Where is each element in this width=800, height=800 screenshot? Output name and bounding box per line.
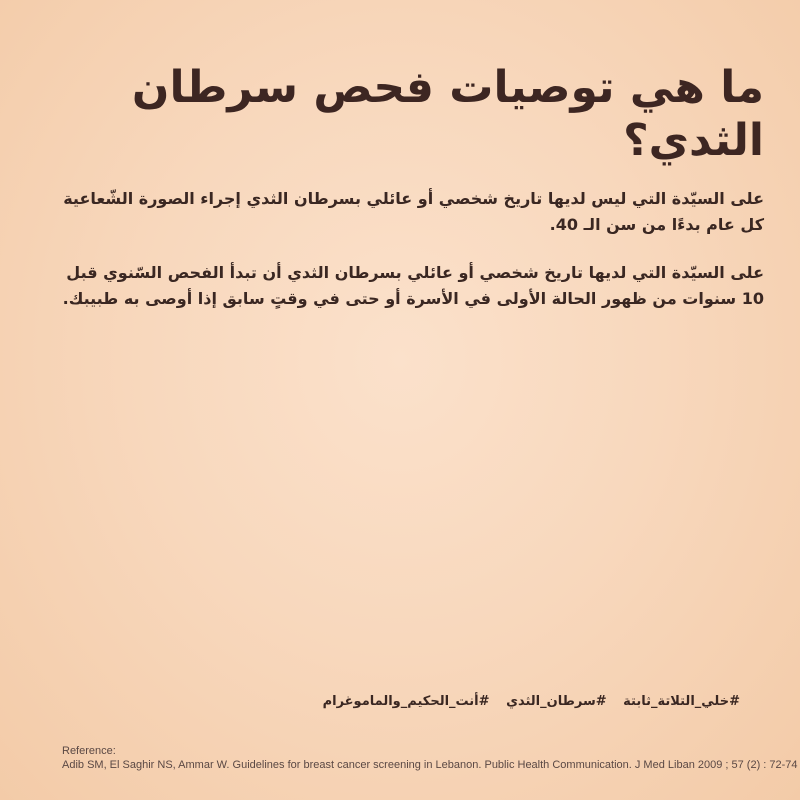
reference-block xyxy=(62,744,798,772)
page-title: ما هي توصيات فحص سرطان الثدي؟ xyxy=(131,62,764,166)
hashtags xyxy=(323,694,740,709)
reference-label: Reference: xyxy=(62,745,116,757)
recommendation-no-history: على السيّدة التي ليس لديها تاريخ شخصي أو عائلي بسرطان الثدي إجراء الصورة الشّعاعية كل عام بدءًا من سن الـ 40. xyxy=(63,188,764,234)
hashtag-breast-cancer: #سرطان_الثدي xyxy=(506,694,607,709)
hashtag-mammogram: #أنت_الحكيم_والماموغرام xyxy=(322,694,490,709)
hashtag-keep-three: #خلي_التلاتة_ثابتة xyxy=(623,694,740,709)
main-content xyxy=(56,62,764,312)
recommendation-with-history: على السيّدة التي لديها تاريخ شخصي أو عائلي بسرطان الثدي أن تبدأ الفحص السّنوي قبل 10 سنوات من ظهور الحالة الأولى في الأسرة أو حتى في وقتٍ سابق إذا أوصى به طبيبك. xyxy=(62,262,764,308)
reference-citation: Adib SM, El Saghir NS, Ammar W. Guidelines for breast cancer screening in Lebanon. Public Health Communication. J Med Liban 2009 ; 57 (2) : 72-74 xyxy=(62,759,798,771)
